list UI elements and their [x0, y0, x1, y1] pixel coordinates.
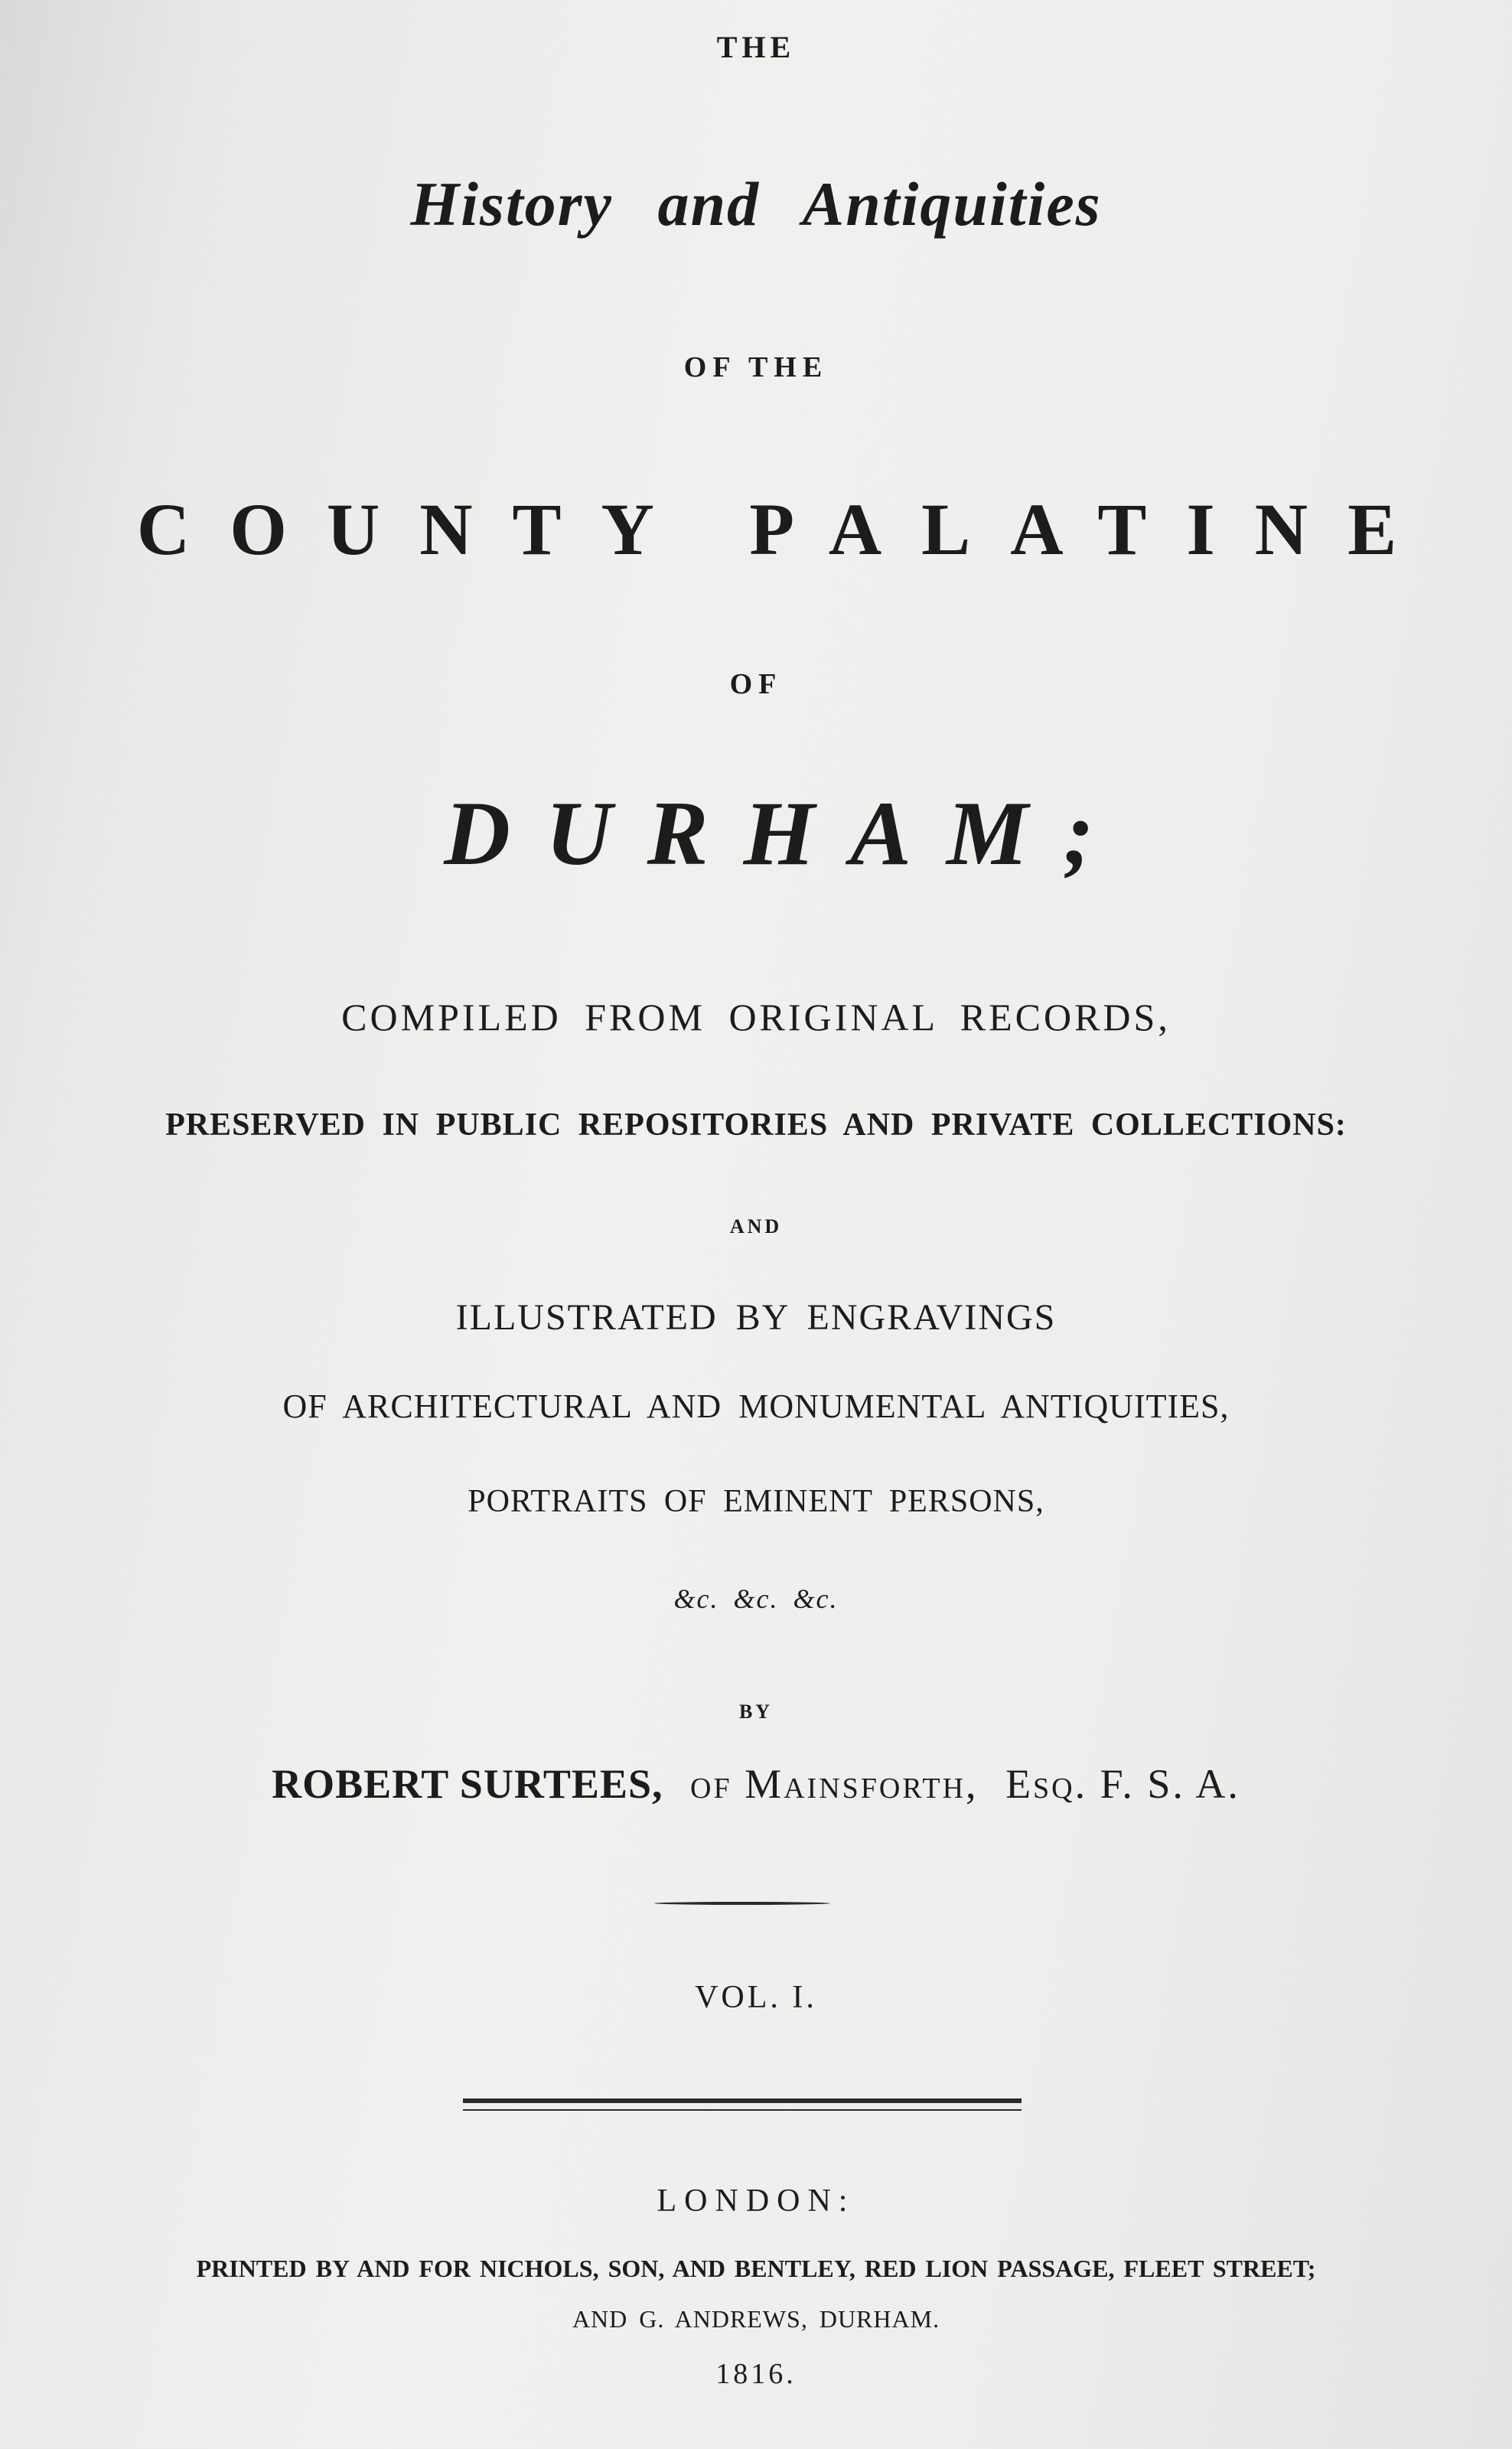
portraits-line: PORTRAITS OF EMINENT PERSONS,: [468, 1484, 1044, 1519]
etc-line: &c. &c. &c.: [673, 1583, 839, 1614]
author-title: Esq. F. S. A.: [1005, 1761, 1240, 1807]
by-line: BY: [738, 1701, 774, 1723]
preserved-line: PRESERVED IN PUBLIC REPOSITORIES AND PRIVATE COLLECTIONS:: [165, 1107, 1347, 1143]
author-name: ROBERT SURTEES,: [272, 1761, 663, 1807]
architectural-line: OF ARCHITECTURAL AND MONUMENTAL ANTIQUITIES,: [282, 1388, 1230, 1425]
author-line: [0, 1760, 1512, 1808]
county-palatine-heading: COUNTY PALATINE: [136, 488, 1437, 570]
of-the-heading: OF THE: [683, 351, 829, 383]
london-line: LONDON:: [657, 2183, 855, 2219]
compiled-line: COMPILED FROM ORIGINAL RECORDS,: [341, 996, 1171, 1039]
thick-rule: [463, 2098, 1022, 2103]
the-heading: THE: [716, 30, 796, 64]
author-place: of Mainsforth,: [690, 1761, 979, 1807]
ornament-rule: [654, 1902, 830, 1905]
volume-line: VOL. I.: [695, 1980, 817, 2015]
andrews-line: AND G. ANDREWS, DURHAM.: [572, 2305, 940, 2333]
and-line: AND: [729, 1215, 783, 1238]
of-heading: OF: [729, 668, 783, 700]
thin-rule: [463, 2109, 1022, 2111]
history-heading: History and Antiquities: [410, 169, 1102, 239]
illustrated-line: ILLUSTRATED BY ENGRAVINGS: [455, 1297, 1057, 1338]
printed-by-line: PRINTED BY AND FOR NICHOLS, SON, AND BENTLEY, RED LION PASSAGE, FLEET STREET;: [196, 2255, 1316, 2282]
durham-heading: DURHAM;: [444, 782, 1129, 884]
year-line: 1816.: [715, 2358, 797, 2390]
